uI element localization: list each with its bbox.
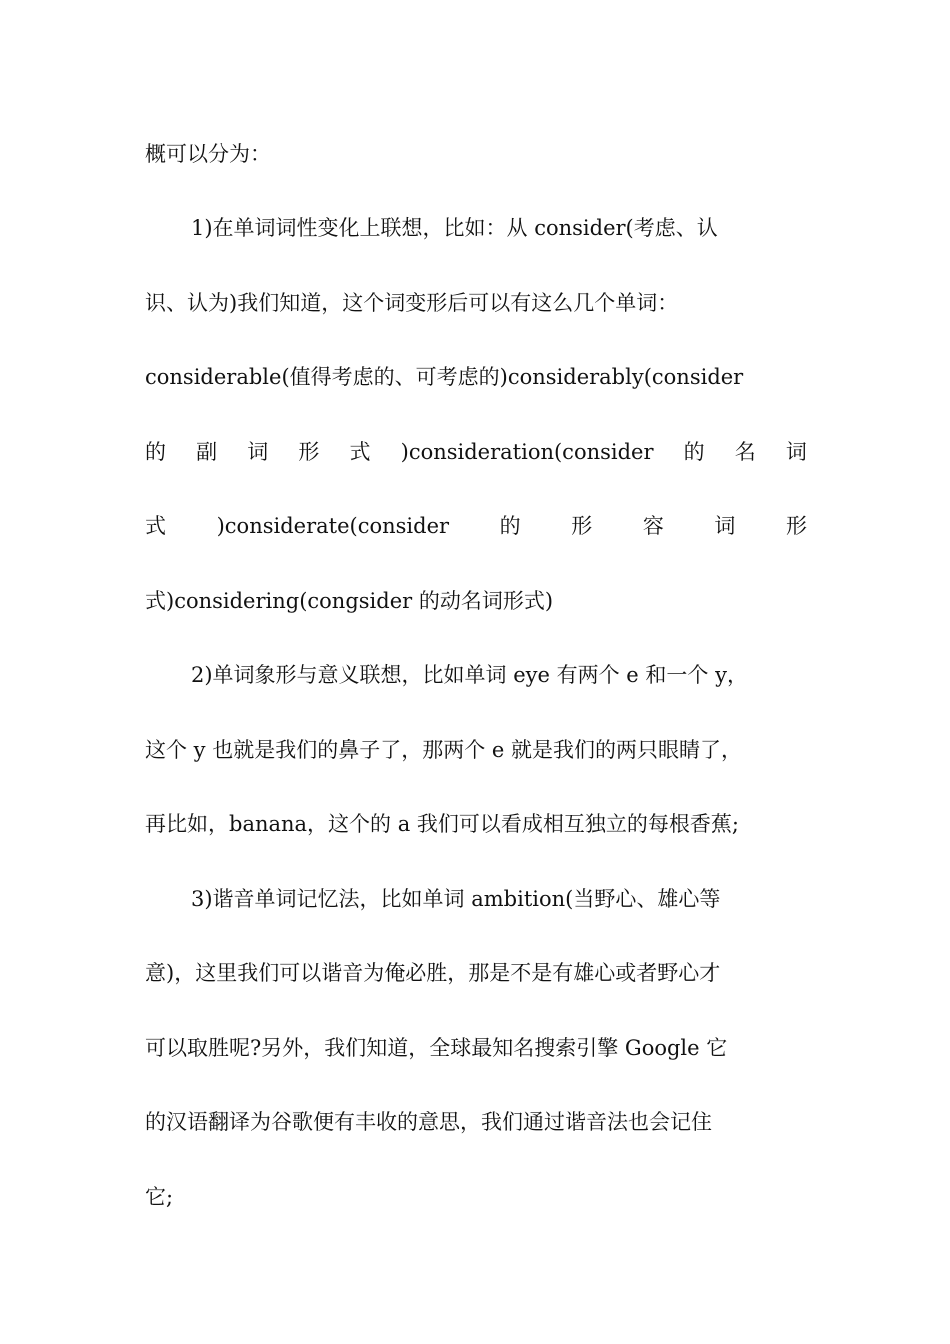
text-line-13: 可以取胜呢?另外，我们知道，全球最知名搜索引擎 Google 它: [145, 1036, 728, 1060]
text-segment: 名: [734, 440, 756, 464]
text-segment: 词: [714, 514, 736, 538]
text-segment: )considerate(consider: [216, 514, 450, 538]
text-segment: 的: [499, 514, 521, 538]
text-line-11: 3)谐音单词记忆法，比如单词 ambition(当野心、雄心等: [191, 887, 721, 911]
text-segment: )consideration(consider: [400, 440, 654, 464]
text-segment: 的: [145, 440, 166, 464]
text-segment: 式: [145, 514, 166, 538]
text-line-2: 1)在单词词性变化上联想，比如：从 consider(考虑、认: [191, 216, 718, 240]
text-segment: 形: [298, 440, 320, 464]
text-line-14: 的汉语翻译为谷歌便有丰收的意思，我们通过谐音法也会记住: [145, 1110, 712, 1134]
text-line-7: 式)considering(congsider 的动名词形式): [145, 589, 554, 613]
text-segment: 形: [786, 514, 807, 538]
text-segment: 式: [349, 440, 371, 464]
text-line-12: 意)，这里我们可以谐音为俺必胜，那是不是有雄心或者野心才: [145, 961, 721, 985]
text-segment: 的: [683, 440, 705, 464]
text-line-4: considerable(值得考虑的、可考虑的)considerably(consider: [145, 365, 744, 389]
text-line-10: 再比如，banana，这个的 a 我们可以看成相互独立的每根香蕉;: [145, 812, 739, 836]
text-segment: 副: [196, 440, 218, 464]
text-line-9: 这个 y 也就是我们的鼻子了，那两个 e 就是我们的两只眼睛了，: [145, 738, 742, 762]
text-segment: 容: [642, 514, 664, 538]
text-line-5: [145, 435, 807, 469]
text-segment: 词: [785, 440, 807, 464]
text-line-8: 2)单词象形与意义联想，比如单词 eye 有两个 e 和一个 y，: [191, 663, 748, 687]
text-segment: 形: [571, 514, 593, 538]
text-line-3: 识、认为)我们知道，这个词变形后可以有这么几个单词：: [145, 291, 679, 315]
text-line-15: 它;: [145, 1185, 174, 1209]
text-line-6: [145, 509, 807, 543]
text-segment: 词: [247, 440, 269, 464]
text-line-1: 概可以分为：: [145, 142, 271, 166]
